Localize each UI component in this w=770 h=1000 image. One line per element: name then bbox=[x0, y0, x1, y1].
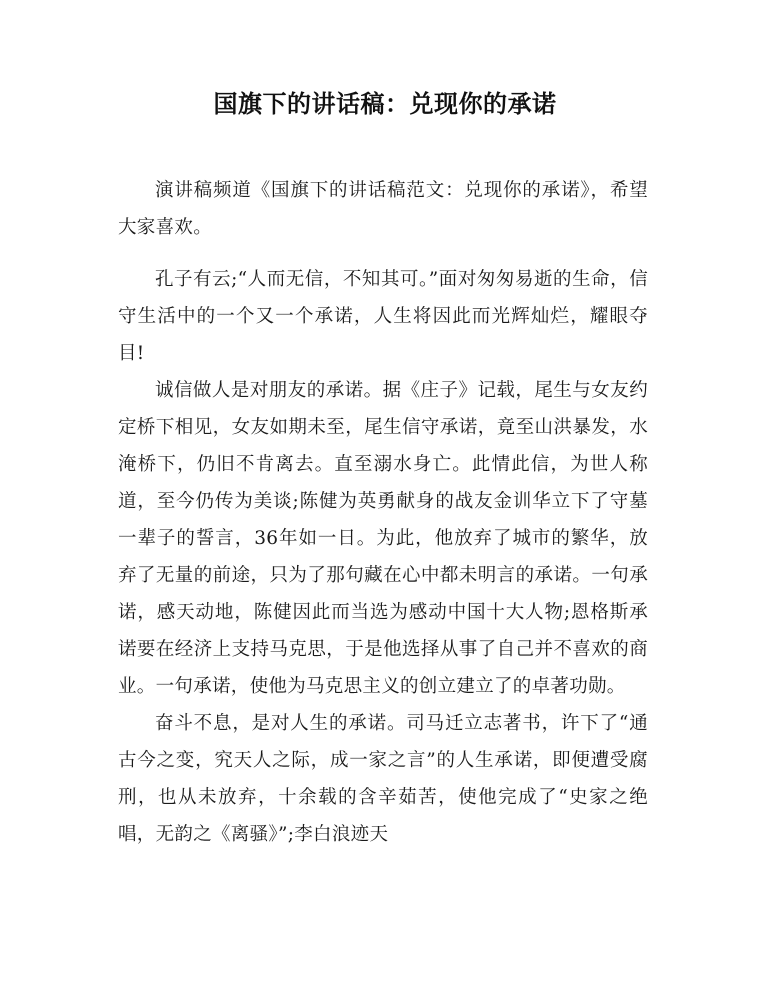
document-body bbox=[118, 172, 648, 853]
document-title: 国旗下的讲话稿：兑现你的承诺 bbox=[213, 90, 557, 118]
body-paragraph-confucius: 孔子有云;“人而无信，不知其可。”面对匆匆易逝的生命，信守生活中的一个又一个承诺，人生将因此而光辉灿烂，耀眼夺目! bbox=[118, 269, 648, 364]
intro-paragraph: 演讲稿频道《国旗下的讲话稿范文：兑现你的承诺》，希望大家喜欢。 bbox=[118, 180, 648, 238]
body-paragraph-striving: 奋斗不息，是对人生的承诺。司马迁立志著书，许下了“通古今之变，究天人之际，成一家之言”的人生承诺，即便遭受腐刑，也从未放弃，十余载的含辛茹苦，使他完成了“史家之绝唱，无韵之《离骚》”;李白浪迹天 bbox=[118, 713, 648, 845]
body-paragraph-friendship: 诚信做人是对朋友的承诺。据《庄子》记载，尾生与女友约定桥下相见，女友如期未至，尾生信守承诺，竟至山洪暴发，水淹桥下，仍旧不肯离去。直至溺水身亡。此情此信，为世人称道，至今仍传为美谈;陈健为英勇献身的战友金训华立下了守墓一辈子的誓言，36年如一日。为此，他放弃了城市的繁华，放弃了无量的前途，只为了那句藏在心中都未明言的承诺。一句承诺，感天动地，陈健因此而当选为感动中国十大人物;恩格斯承诺要在经济上支持马克思，于是他选择从事了自己并不喜欢的商业。一句承诺，使他为马克思主义的创立建立了的卓著功勋。 bbox=[118, 380, 648, 697]
